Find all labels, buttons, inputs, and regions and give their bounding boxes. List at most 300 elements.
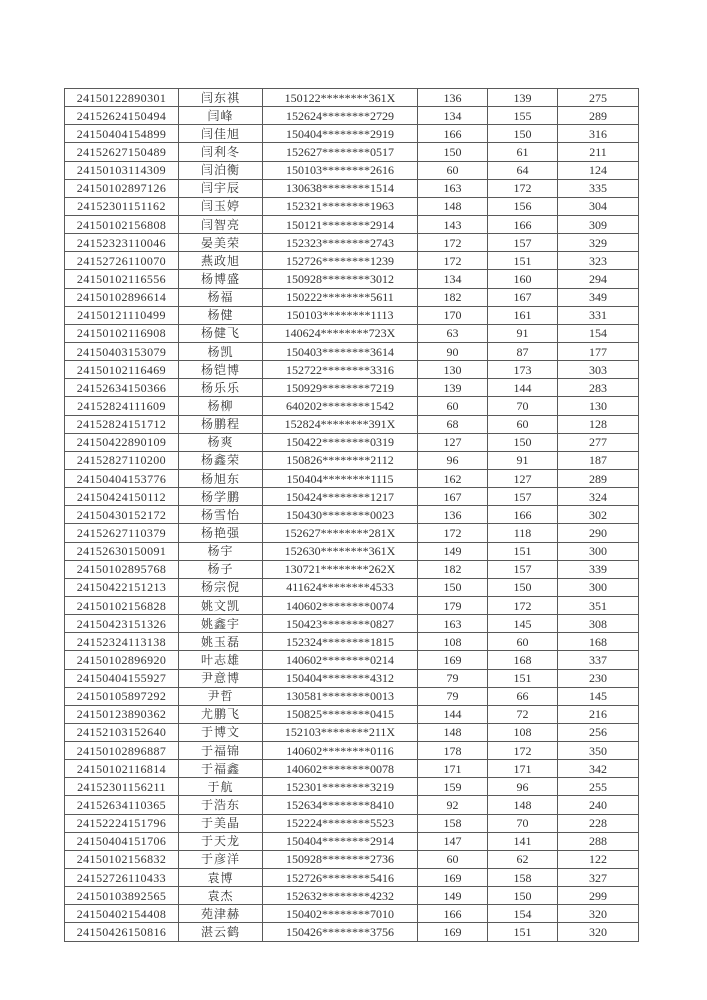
exam-id-cell: 24150426150816	[65, 923, 179, 941]
total-cell: 187	[558, 451, 639, 469]
score1-cell: 136	[418, 506, 488, 524]
exam-id-cell: 24150404151706	[65, 832, 179, 850]
exam-id-cell: 24152627110379	[65, 524, 179, 542]
id-card-cell: 140602********0116	[263, 742, 418, 760]
score2-cell: 157	[488, 560, 558, 578]
total-cell: 309	[558, 215, 639, 233]
name-cell: 于彦洋	[179, 850, 263, 868]
table-row	[65, 596, 639, 614]
table-row	[65, 669, 639, 687]
score2-cell: 150	[488, 887, 558, 905]
table-row	[65, 270, 639, 288]
table-row	[65, 615, 639, 633]
score2-cell: 66	[488, 687, 558, 705]
score1-cell: 108	[418, 633, 488, 651]
name-cell: 杨鹏程	[179, 415, 263, 433]
score2-cell: 91	[488, 324, 558, 342]
score1-cell: 163	[418, 179, 488, 197]
total-cell: 331	[558, 306, 639, 324]
score1-cell: 79	[418, 669, 488, 687]
name-cell: 闫宇辰	[179, 179, 263, 197]
exam-id-cell: 24150102156828	[65, 596, 179, 614]
total-cell: 320	[558, 905, 639, 923]
score1-cell: 166	[418, 125, 488, 143]
score2-cell: 144	[488, 379, 558, 397]
id-card-cell: 150103********2616	[263, 161, 418, 179]
id-card-cell: 152324********1815	[263, 633, 418, 651]
id-card-cell: 150928********2736	[263, 850, 418, 868]
score2-cell: 156	[488, 197, 558, 215]
id-card-cell: 152301********3219	[263, 778, 418, 796]
score1-cell: 169	[418, 651, 488, 669]
table-row	[65, 832, 639, 850]
score2-cell: 60	[488, 415, 558, 433]
exam-id-cell: 24152634110365	[65, 796, 179, 814]
total-cell: 320	[558, 923, 639, 941]
total-cell: 124	[558, 161, 639, 179]
total-cell: 277	[558, 433, 639, 451]
table-row	[65, 252, 639, 270]
total-cell: 240	[558, 796, 639, 814]
name-cell: 尹意博	[179, 669, 263, 687]
exam-id-cell: 24152103152640	[65, 723, 179, 741]
table-row	[65, 560, 639, 578]
name-cell: 杨子	[179, 560, 263, 578]
name-cell: 闫峰	[179, 107, 263, 125]
total-cell: 324	[558, 488, 639, 506]
id-card-cell: 152726********5416	[263, 869, 418, 887]
score2-cell: 161	[488, 306, 558, 324]
score1-cell: 148	[418, 723, 488, 741]
exam-id-cell: 24152824151712	[65, 415, 179, 433]
table-row	[65, 796, 639, 814]
id-card-cell: 150423********0827	[263, 615, 418, 633]
total-cell: 350	[558, 742, 639, 760]
score1-cell: 166	[418, 905, 488, 923]
table-row	[65, 869, 639, 887]
score1-cell: 68	[418, 415, 488, 433]
score2-cell: 151	[488, 542, 558, 560]
total-cell: 211	[558, 143, 639, 161]
id-card-cell: 152634********8410	[263, 796, 418, 814]
name-cell: 杨爽	[179, 433, 263, 451]
table-row	[65, 905, 639, 923]
total-cell: 290	[558, 524, 639, 542]
exam-id-cell: 24152827110200	[65, 451, 179, 469]
score1-cell: 171	[418, 760, 488, 778]
exam-id-cell: 24150102116814	[65, 760, 179, 778]
score1-cell: 169	[418, 869, 488, 887]
table-row	[65, 179, 639, 197]
total-cell: 130	[558, 397, 639, 415]
id-card-cell: 152627********0517	[263, 143, 418, 161]
score1-cell: 178	[418, 742, 488, 760]
score2-cell: 139	[488, 89, 558, 107]
name-cell: 燕政旭	[179, 252, 263, 270]
score2-cell: 150	[488, 433, 558, 451]
name-cell: 于浩东	[179, 796, 263, 814]
score1-cell: 147	[418, 832, 488, 850]
name-cell: 杨旭东	[179, 469, 263, 487]
table-row	[65, 324, 639, 342]
id-card-cell: 150402********7010	[263, 905, 418, 923]
name-cell: 杨柳	[179, 397, 263, 415]
score-table-body	[65, 89, 639, 942]
exam-id-cell: 24150404154899	[65, 125, 179, 143]
id-card-cell: 152624********2729	[263, 107, 418, 125]
id-card-cell: 130638********1514	[263, 179, 418, 197]
score1-cell: 143	[418, 215, 488, 233]
total-cell: 335	[558, 179, 639, 197]
score2-cell: 160	[488, 270, 558, 288]
table-row	[65, 887, 639, 905]
exam-id-cell: 24150402154408	[65, 905, 179, 923]
table-row	[65, 506, 639, 524]
name-cell: 闫玉婷	[179, 197, 263, 215]
table-row	[65, 760, 639, 778]
total-cell: 308	[558, 615, 639, 633]
exam-id-cell: 24152630150091	[65, 542, 179, 560]
exam-id-cell: 24152726110433	[65, 869, 179, 887]
name-cell: 杨宇	[179, 542, 263, 560]
score1-cell: 127	[418, 433, 488, 451]
score2-cell: 172	[488, 596, 558, 614]
id-card-cell: 140602********0074	[263, 596, 418, 614]
table-row	[65, 415, 639, 433]
score2-cell: 72	[488, 705, 558, 723]
score2-cell: 150	[488, 125, 558, 143]
total-cell: 351	[558, 596, 639, 614]
score1-cell: 167	[418, 488, 488, 506]
id-card-cell: 152224********5523	[263, 814, 418, 832]
total-cell: 299	[558, 887, 639, 905]
id-card-cell: 152824********391X	[263, 415, 418, 433]
table-row	[65, 342, 639, 360]
name-cell: 袁杰	[179, 887, 263, 905]
score2-cell: 173	[488, 361, 558, 379]
score2-cell: 157	[488, 488, 558, 506]
table-row	[65, 234, 639, 252]
total-cell: 349	[558, 288, 639, 306]
score2-cell: 158	[488, 869, 558, 887]
score1-cell: 90	[418, 342, 488, 360]
exam-id-cell: 24152726110070	[65, 252, 179, 270]
score2-cell: 91	[488, 451, 558, 469]
id-card-cell: 152630********361X	[263, 542, 418, 560]
total-cell: 327	[558, 869, 639, 887]
table-row	[65, 651, 639, 669]
id-card-cell: 130721********262X	[263, 560, 418, 578]
table-row	[65, 288, 639, 306]
id-card-cell: 140602********0078	[263, 760, 418, 778]
table-row	[65, 89, 639, 107]
total-cell: 300	[558, 578, 639, 596]
id-card-cell: 150826********2112	[263, 451, 418, 469]
total-cell: 230	[558, 669, 639, 687]
id-card-cell: 150122********361X	[263, 89, 418, 107]
total-cell: 337	[558, 651, 639, 669]
exam-id-cell: 24152301151162	[65, 197, 179, 215]
total-cell: 228	[558, 814, 639, 832]
score1-cell: 169	[418, 923, 488, 941]
score2-cell: 167	[488, 288, 558, 306]
score1-cell: 139	[418, 379, 488, 397]
score2-cell: 171	[488, 760, 558, 778]
score1-cell: 130	[418, 361, 488, 379]
exam-id-cell: 24150102116469	[65, 361, 179, 379]
table-row	[65, 379, 639, 397]
id-card-cell: 152726********1239	[263, 252, 418, 270]
exam-id-cell: 24150404155927	[65, 669, 179, 687]
score2-cell: 61	[488, 143, 558, 161]
table-row	[65, 578, 639, 596]
score1-cell: 149	[418, 887, 488, 905]
exam-id-cell: 24152324113138	[65, 633, 179, 651]
name-cell: 杨健飞	[179, 324, 263, 342]
score1-cell: 134	[418, 270, 488, 288]
id-card-cell: 152323********2743	[263, 234, 418, 252]
name-cell: 杨鑫荣	[179, 451, 263, 469]
exam-id-cell: 24150121110499	[65, 306, 179, 324]
score1-cell: 60	[418, 397, 488, 415]
exam-id-cell: 24150102897126	[65, 179, 179, 197]
id-card-cell: 152632********4232	[263, 887, 418, 905]
exam-id-cell: 24150423151326	[65, 615, 179, 633]
score2-cell: 118	[488, 524, 558, 542]
id-card-cell: 150825********0415	[263, 705, 418, 723]
score2-cell: 64	[488, 161, 558, 179]
score1-cell: 182	[418, 288, 488, 306]
table-row	[65, 451, 639, 469]
table-row	[65, 742, 639, 760]
exam-id-cell: 24150430152172	[65, 506, 179, 524]
exam-id-cell: 24150102156808	[65, 215, 179, 233]
name-cell: 苑津赫	[179, 905, 263, 923]
score2-cell: 108	[488, 723, 558, 741]
score1-cell: 134	[418, 107, 488, 125]
name-cell: 姚文凯	[179, 596, 263, 614]
table-row	[65, 125, 639, 143]
total-cell: 216	[558, 705, 639, 723]
name-cell: 叶志雄	[179, 651, 263, 669]
score1-cell: 172	[418, 524, 488, 542]
total-cell: 283	[558, 379, 639, 397]
score1-cell: 172	[418, 252, 488, 270]
id-card-cell: 150403********3614	[263, 342, 418, 360]
exam-id-cell: 24150102116556	[65, 270, 179, 288]
exam-id-cell: 24150103114309	[65, 161, 179, 179]
score1-cell: 148	[418, 197, 488, 215]
name-cell: 于博文	[179, 723, 263, 741]
id-card-cell: 150929********7219	[263, 379, 418, 397]
name-cell: 尹哲	[179, 687, 263, 705]
score1-cell: 179	[418, 596, 488, 614]
id-card-cell: 411624********4533	[263, 578, 418, 596]
exam-id-cell: 24152627150489	[65, 143, 179, 161]
table-row	[65, 488, 639, 506]
exam-id-cell: 24152824111609	[65, 397, 179, 415]
name-cell: 杨宗倪	[179, 578, 263, 596]
id-card-cell: 150404********1115	[263, 469, 418, 487]
exam-id-cell: 24152323110046	[65, 234, 179, 252]
id-card-cell: 150424********1217	[263, 488, 418, 506]
total-cell: 145	[558, 687, 639, 705]
score2-cell: 151	[488, 923, 558, 941]
name-cell: 杨铠博	[179, 361, 263, 379]
name-cell: 闫利冬	[179, 143, 263, 161]
score1-cell: 182	[418, 560, 488, 578]
total-cell: 177	[558, 342, 639, 360]
name-cell: 杨福	[179, 288, 263, 306]
name-cell: 于天龙	[179, 832, 263, 850]
exam-id-cell: 24152301156211	[65, 778, 179, 796]
exam-id-cell: 24150422151213	[65, 578, 179, 596]
total-cell: 294	[558, 270, 639, 288]
score2-cell: 145	[488, 615, 558, 633]
id-card-cell: 150404********2914	[263, 832, 418, 850]
exam-id-cell: 24150422890109	[65, 433, 179, 451]
name-cell: 姚玉磊	[179, 633, 263, 651]
name-cell: 闫泊衡	[179, 161, 263, 179]
exam-id-cell: 24150102896920	[65, 651, 179, 669]
total-cell: 289	[558, 469, 639, 487]
table-row	[65, 197, 639, 215]
exam-id-cell: 24150123890362	[65, 705, 179, 723]
name-cell: 姚鑫宇	[179, 615, 263, 633]
total-cell: 300	[558, 542, 639, 560]
id-card-cell: 152722********3316	[263, 361, 418, 379]
score1-cell: 92	[418, 796, 488, 814]
score1-cell: 159	[418, 778, 488, 796]
score1-cell: 150	[418, 578, 488, 596]
score-table	[64, 88, 639, 942]
exam-id-cell: 24150424150112	[65, 488, 179, 506]
id-card-cell: 150103********1113	[263, 306, 418, 324]
table-row	[65, 397, 639, 415]
table-row	[65, 469, 639, 487]
name-cell: 湛云鹤	[179, 923, 263, 941]
name-cell: 袁博	[179, 869, 263, 887]
table-row	[65, 705, 639, 723]
score2-cell: 141	[488, 832, 558, 850]
table-row	[65, 433, 639, 451]
score1-cell: 136	[418, 89, 488, 107]
exam-id-cell: 24152624150494	[65, 107, 179, 125]
score2-cell: 70	[488, 397, 558, 415]
score2-cell: 127	[488, 469, 558, 487]
score1-cell: 144	[418, 705, 488, 723]
score1-cell: 149	[418, 542, 488, 560]
total-cell: 122	[558, 850, 639, 868]
name-cell: 杨雪怡	[179, 506, 263, 524]
table-row	[65, 850, 639, 868]
id-card-cell: 140602********0214	[263, 651, 418, 669]
table-row	[65, 524, 639, 542]
table-row	[65, 778, 639, 796]
id-card-cell: 150422********0319	[263, 433, 418, 451]
name-cell: 杨学鹏	[179, 488, 263, 506]
score2-cell: 70	[488, 814, 558, 832]
total-cell: 323	[558, 252, 639, 270]
total-cell: 302	[558, 506, 639, 524]
score1-cell: 150	[418, 143, 488, 161]
table-row	[65, 814, 639, 832]
name-cell: 闫智亮	[179, 215, 263, 233]
name-cell: 于福鑫	[179, 760, 263, 778]
total-cell: 304	[558, 197, 639, 215]
score1-cell: 60	[418, 161, 488, 179]
score2-cell: 157	[488, 234, 558, 252]
total-cell: 342	[558, 760, 639, 778]
total-cell: 288	[558, 832, 639, 850]
total-cell: 128	[558, 415, 639, 433]
table-row	[65, 723, 639, 741]
name-cell: 杨乐乐	[179, 379, 263, 397]
name-cell: 尤鹏飞	[179, 705, 263, 723]
table-row	[65, 143, 639, 161]
score2-cell: 168	[488, 651, 558, 669]
total-cell: 168	[558, 633, 639, 651]
name-cell: 杨凯	[179, 342, 263, 360]
score2-cell: 151	[488, 252, 558, 270]
exam-id-cell: 24150103892565	[65, 887, 179, 905]
id-card-cell: 150430********0023	[263, 506, 418, 524]
name-cell: 晏美荣	[179, 234, 263, 252]
name-cell: 杨博盛	[179, 270, 263, 288]
score1-cell: 162	[418, 469, 488, 487]
exam-id-cell: 24150404153776	[65, 469, 179, 487]
total-cell: 154	[558, 324, 639, 342]
exam-id-cell: 24150122890301	[65, 89, 179, 107]
name-cell: 闫佳旭	[179, 125, 263, 143]
table-row	[65, 215, 639, 233]
id-card-cell: 150426********3756	[263, 923, 418, 941]
score1-cell: 79	[418, 687, 488, 705]
score1-cell: 163	[418, 615, 488, 633]
exam-id-cell: 24150102116908	[65, 324, 179, 342]
id-card-cell: 152627********281X	[263, 524, 418, 542]
exam-id-cell: 24150403153079	[65, 342, 179, 360]
name-cell: 于福锦	[179, 742, 263, 760]
id-card-cell: 140624********723X	[263, 324, 418, 342]
total-cell: 255	[558, 778, 639, 796]
total-cell: 256	[558, 723, 639, 741]
score2-cell: 96	[488, 778, 558, 796]
table-row	[65, 306, 639, 324]
score2-cell: 87	[488, 342, 558, 360]
total-cell: 275	[558, 89, 639, 107]
score2-cell: 154	[488, 905, 558, 923]
exam-id-cell: 24152634150366	[65, 379, 179, 397]
total-cell: 303	[558, 361, 639, 379]
id-card-cell: 640202********1542	[263, 397, 418, 415]
id-card-cell: 150121********2914	[263, 215, 418, 233]
score2-cell: 151	[488, 669, 558, 687]
id-card-cell: 150928********3012	[263, 270, 418, 288]
table-row	[65, 107, 639, 125]
table-row	[65, 687, 639, 705]
name-cell: 杨艳强	[179, 524, 263, 542]
id-card-cell: 150222********5611	[263, 288, 418, 306]
exam-id-cell: 24150102156832	[65, 850, 179, 868]
score2-cell: 172	[488, 742, 558, 760]
table-row	[65, 361, 639, 379]
exam-id-cell: 24150102896614	[65, 288, 179, 306]
score2-cell: 166	[488, 506, 558, 524]
name-cell: 于美晶	[179, 814, 263, 832]
id-card-cell: 130581********0013	[263, 687, 418, 705]
score2-cell: 62	[488, 850, 558, 868]
